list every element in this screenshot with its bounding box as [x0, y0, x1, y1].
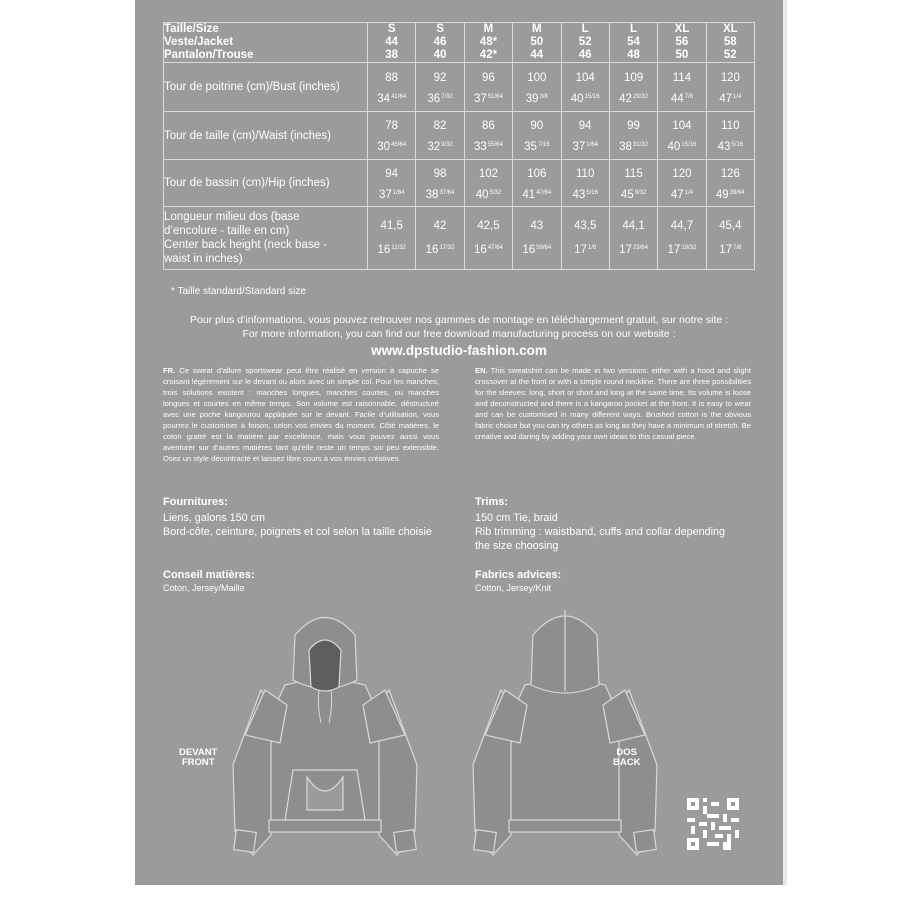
- table-row: [164, 207, 755, 270]
- table-cell: [368, 112, 416, 160]
- size-col-veste: 52: [578, 36, 592, 48]
- inch-value: [416, 92, 463, 106]
- inch-fraction: 1/8: [587, 245, 597, 251]
- inch-whole: 17: [619, 244, 632, 256]
- table-cell: [658, 63, 706, 112]
- table-cell: [513, 207, 561, 270]
- cm-value: 100: [527, 71, 547, 84]
- inch-fraction: 1/4: [684, 189, 693, 196]
- cm-value: 41,5: [380, 220, 403, 232]
- cm-value: 115: [624, 167, 643, 180]
- table-cell: [464, 160, 512, 207]
- cm-value: 120: [672, 167, 692, 180]
- table-cell: [464, 112, 512, 160]
- inch-whole: 47: [670, 188, 684, 201]
- inch-value: [416, 243, 463, 257]
- inch-fraction: 15/16: [681, 142, 697, 148]
- header-labels: [164, 23, 368, 63]
- cm-value: 44,1: [622, 220, 645, 232]
- inch-whole: 37: [572, 141, 586, 153]
- inch-whole: 43: [572, 188, 586, 201]
- front-hood-opening: [309, 640, 341, 691]
- inch-value: [368, 140, 415, 154]
- fabric-text-en: Cotton, Jersey/Knit: [475, 583, 552, 593]
- inch-fraction: 37/64: [439, 189, 455, 196]
- size-column-header: [561, 23, 609, 63]
- table-cell: [416, 63, 464, 112]
- inch-whole: 17: [719, 244, 733, 256]
- inch-value: [513, 92, 560, 106]
- table-cell: [706, 207, 754, 270]
- inch-whole: 41: [522, 188, 536, 201]
- size-column-header: [706, 23, 754, 63]
- cm-value: 82: [433, 120, 447, 132]
- description-fr: [163, 365, 439, 464]
- table-cell: [609, 63, 657, 112]
- inch-value: [513, 243, 560, 257]
- inch-fraction: 47/64: [536, 189, 552, 196]
- inch-value: [416, 140, 463, 154]
- size-column-header: [464, 23, 512, 63]
- size-label: Taille/Size: [164, 23, 219, 35]
- inch-value: [707, 188, 754, 202]
- cm-value: 110: [721, 120, 740, 132]
- size-col-pantalon: 52: [723, 49, 737, 61]
- cm-value: 94: [385, 167, 399, 180]
- size-col-size: M: [483, 23, 494, 35]
- size-col-size: L: [581, 23, 589, 35]
- size-table: [163, 22, 755, 270]
- table-cell: [706, 63, 754, 112]
- inch-fraction: 1/64: [392, 189, 405, 196]
- info-text-en: For more information, you can find our free download manufacturing process on our website :: [242, 328, 676, 340]
- pattern-sheet: [135, 0, 783, 885]
- inch-fraction: 51/64: [487, 93, 503, 100]
- inch-value: [562, 92, 609, 106]
- front-left-cuff: [234, 830, 257, 853]
- cm-value: 45,4: [719, 220, 742, 232]
- inch-value: [707, 243, 754, 257]
- cm-value: 94: [578, 120, 592, 132]
- table-cell: [609, 112, 657, 160]
- cm-value: 90: [530, 120, 544, 132]
- cm-value: 44,7: [670, 220, 694, 232]
- size-col-veste: 46: [433, 36, 447, 48]
- inch-value: [513, 188, 560, 202]
- description-en: [475, 365, 751, 442]
- cm-value: 104: [672, 120, 692, 132]
- table-cell: [561, 160, 609, 207]
- cm-value: 86: [482, 120, 495, 132]
- cm-value: 106: [527, 167, 547, 180]
- inch-value: [368, 243, 415, 257]
- size-col-pantalon: 38: [385, 49, 399, 61]
- back-left-cuff: [474, 830, 497, 853]
- inch-value: [465, 92, 512, 106]
- back-label: [613, 748, 640, 768]
- size-col-veste: 58: [723, 36, 737, 48]
- inch-fraction: 39/64: [729, 189, 745, 196]
- measurement-label: Tour de taille (cm)/Waist (inches): [164, 112, 368, 160]
- inch-fraction: 47/64: [487, 245, 503, 251]
- inch-value: [610, 92, 657, 106]
- cm-value: 92: [433, 71, 447, 84]
- size-col-veste: 44: [385, 36, 399, 48]
- size-col-size: L: [630, 23, 638, 35]
- inch-value: [658, 188, 705, 202]
- table-row: [164, 160, 755, 207]
- front-right-cuff: [394, 830, 417, 853]
- supplies-line1-fr: Liens, galons 150 cm: [163, 512, 266, 524]
- measurement-label-line: Longueur milieu dos (base: [164, 211, 300, 223]
- cm-value: 43: [530, 220, 544, 232]
- front-label: [179, 748, 217, 768]
- size-column-header: [368, 23, 416, 63]
- inch-whole: 40: [475, 188, 489, 201]
- table-cell: [561, 112, 609, 160]
- inch-value: [707, 92, 754, 106]
- trouser-label: Pantalon/Trouse: [164, 49, 254, 61]
- inch-value: [562, 243, 609, 257]
- cm-value: 78: [385, 120, 399, 132]
- inch-fraction: 7/8: [733, 245, 742, 251]
- size-column-header: [658, 23, 706, 63]
- website-link[interactable]: www.dpstudio-fashion.com: [371, 343, 547, 358]
- inch-fraction: 5/32: [489, 189, 502, 196]
- back-label-fr: DOS: [616, 747, 638, 758]
- inch-value: [368, 188, 415, 202]
- inch-fraction: 55/64: [487, 142, 503, 148]
- table-header-row: [164, 23, 755, 63]
- cm-value: 98: [433, 167, 447, 180]
- size-col-pantalon: 44: [530, 49, 544, 61]
- cm-value: 109: [623, 71, 644, 84]
- inch-fraction: 7/16: [537, 142, 550, 148]
- back-right-cuff: [634, 830, 657, 853]
- supplies-line3-en: the size choosing: [475, 540, 559, 552]
- lang-tag-en: EN.: [475, 366, 488, 375]
- size-col-pantalon: 42*: [479, 49, 498, 61]
- inch-whole: 38: [619, 141, 632, 153]
- inch-fraction: 9/32: [634, 189, 647, 196]
- inch-fraction: 3/8: [539, 93, 548, 100]
- inch-whole: 17: [574, 244, 587, 256]
- size-col-veste: 54: [627, 36, 640, 48]
- back-garment-illustration: [465, 605, 665, 870]
- table-cell: [416, 160, 464, 207]
- back-label-en: BACK: [613, 757, 641, 768]
- inch-whole: 30: [377, 141, 391, 153]
- cm-value: 102: [478, 167, 499, 180]
- size-column-header: [513, 23, 561, 63]
- inch-value: [416, 188, 463, 202]
- fabric-text-fr: Coton, Jersey/Maille: [163, 583, 245, 593]
- inch-value: [465, 140, 512, 154]
- inch-value: [562, 140, 609, 154]
- inch-fraction: 1/4: [733, 93, 742, 100]
- size-column-header: [609, 23, 657, 63]
- supplies-line2-fr: Bord-côte, ceinture, poignets et col selon la taille choisie: [163, 526, 432, 538]
- inch-fraction: 1/64: [586, 142, 598, 148]
- inch-whole: 45: [620, 188, 634, 201]
- qr-code-icon[interactable]: [687, 798, 739, 850]
- cm-value: 114: [672, 71, 692, 84]
- cm-value: 96: [482, 71, 495, 84]
- size-col-size: XL: [722, 23, 738, 35]
- cm-value: 42,5: [477, 220, 500, 232]
- supplies-line2-en: Rib trimming : waistband, cuffs and collar depending: [475, 526, 726, 538]
- inch-whole: 47: [719, 92, 733, 105]
- table-cell: [706, 112, 754, 160]
- inch-whole: 44: [670, 92, 684, 105]
- size-col-veste: 48*: [479, 36, 498, 48]
- inch-whole: 32: [427, 141, 441, 153]
- back-waistband: [509, 820, 621, 832]
- inch-whole: 16: [377, 244, 391, 256]
- inch-whole: 16: [474, 244, 487, 256]
- size-col-pantalon: 40: [433, 49, 447, 61]
- inch-value: [465, 188, 512, 202]
- inch-whole: 37: [378, 188, 392, 201]
- cm-value: 99: [627, 120, 640, 132]
- inch-whole: 43: [717, 141, 731, 153]
- inch-whole: 37: [474, 92, 487, 105]
- inch-fraction: 29/32: [632, 93, 648, 100]
- size-col-size: S: [387, 23, 396, 35]
- table-cell: [561, 63, 609, 112]
- table-cell: [658, 207, 706, 270]
- table-cell: [416, 112, 464, 160]
- footnote: * Taille standard/Standard size: [171, 286, 306, 297]
- inch-fraction: 9/32: [441, 142, 453, 148]
- measurement-label: Tour de poitrine (cm)/Bust (inches): [164, 63, 368, 112]
- table-row: [164, 63, 755, 112]
- table-row: [164, 112, 755, 160]
- inch-whole: 16: [425, 244, 439, 256]
- supplies-heading-fr: Fournitures:: [163, 496, 228, 508]
- measurement-label-line: d’encolure - taille en cm): [164, 225, 290, 237]
- inch-fraction: 59/64: [536, 245, 552, 251]
- table-cell: [513, 160, 561, 207]
- inch-value: [610, 188, 657, 202]
- table-cell: [464, 63, 512, 112]
- table-cell: [464, 207, 512, 270]
- inch-fraction: 19/32: [681, 245, 697, 251]
- table-cell: [513, 112, 561, 160]
- inch-value: [707, 140, 754, 154]
- inch-whole: 42: [619, 92, 632, 105]
- size-col-veste: 56: [675, 36, 689, 48]
- table-cell: [658, 160, 706, 207]
- cm-value: 88: [385, 71, 399, 84]
- table-cell: [368, 160, 416, 207]
- inch-fraction: 11/32: [391, 245, 406, 251]
- cm-value: 110: [576, 167, 595, 180]
- info-text-fr: Pour plus d’informations, vous pouvez retrouver nos gammes de montage en téléchargement gratuit, sur notre site :: [189, 314, 729, 326]
- size-col-size: S: [436, 23, 444, 35]
- front-label-fr: DEVANT: [179, 747, 218, 758]
- inch-fraction: 7/8: [684, 93, 693, 100]
- inch-whole: 38: [425, 188, 439, 201]
- table-cell: [416, 207, 464, 270]
- inch-value: [658, 243, 705, 257]
- cm-value: 126: [720, 167, 740, 180]
- size-col-veste: 50: [530, 36, 544, 48]
- fabric-heading-fr: Conseil matières:: [163, 569, 255, 581]
- inch-value: [368, 92, 415, 106]
- inch-whole: 35: [524, 141, 537, 153]
- lang-tag-fr: FR.: [163, 366, 176, 375]
- supplies-line1-en: 150 cm Tie, braid: [475, 512, 558, 524]
- jacket-label: Veste/Jacket: [164, 36, 234, 48]
- inch-value: [513, 140, 560, 154]
- cm-value: 104: [575, 71, 595, 84]
- table-cell: [609, 160, 657, 207]
- description-en-text: This sweatshirt can be made in two versions: either with a hood and slight crossover at the front or with a simple round neckline. There are three possibilities for the sleeves: long, short or short and long at the same time. Its volume is loose and deconstructed and there is a kangaroo pocket at the front. It is easy to wear and can be customised in many different ways. Brushed cotton is the obvious fabric choice but you can try others as long as they have a minimum of stretch. Be creative and daring by adding your own ideas to this casual piece.: [475, 366, 751, 441]
- table-cell: [609, 207, 657, 270]
- size-col-pantalon: 48: [627, 49, 640, 61]
- inch-whole: 34: [377, 92, 391, 105]
- table-cell: [561, 207, 609, 270]
- inch-fraction: 23/64: [632, 245, 648, 251]
- inch-fraction: 17/32: [439, 245, 455, 251]
- inch-fraction: 5/16: [586, 189, 598, 196]
- back-body: [511, 680, 619, 830]
- inch-value: [465, 243, 512, 257]
- inch-fraction: 41/64: [391, 93, 407, 100]
- inch-value: [658, 92, 705, 106]
- inch-fraction: 7/32: [441, 93, 453, 100]
- inch-whole: 40: [667, 141, 681, 153]
- inch-whole: 39: [525, 92, 539, 105]
- size-col-size: XL: [674, 23, 690, 35]
- table-cell: [658, 112, 706, 160]
- front-waistband: [269, 820, 381, 832]
- cm-value: 120: [720, 71, 740, 84]
- table-cell: [706, 160, 754, 207]
- front-label-en: FRONT: [181, 757, 215, 768]
- inch-value: [658, 140, 705, 154]
- table-cell: [513, 63, 561, 112]
- fabric-heading-en: Fabrics advices:: [475, 569, 562, 581]
- inch-whole: 16: [522, 244, 536, 256]
- inch-value: [610, 140, 657, 154]
- inch-whole: 40: [570, 92, 584, 105]
- inch-whole: 49: [715, 188, 729, 201]
- supplies-heading-en: Trims:: [475, 496, 509, 508]
- measurement-label: [164, 207, 368, 270]
- size-column-header: [416, 23, 464, 63]
- size-col-pantalon: 46: [578, 49, 592, 61]
- inch-fraction: 15/16: [584, 93, 600, 100]
- inch-fraction: 31/32: [632, 142, 648, 148]
- size-col-pantalon: 50: [675, 49, 689, 61]
- cm-value: 42: [433, 220, 447, 232]
- table-cell: [368, 63, 416, 112]
- inch-value: [562, 188, 609, 202]
- front-garment-illustration: [225, 605, 425, 870]
- inch-value: [610, 243, 657, 257]
- measurement-label: Tour de bassin (cm)/Hip (inches): [164, 160, 368, 207]
- description-fr-text: Ce sweat d’allure sportswear peut être réalisé en version à capuche se croisant légèrement sur le devant ou alors avec un simple col. Pour les manches, trois solutions existent : manches longues, manches courtes, ou manches longues et courtes en même temps. Son volume est raisonnable, déstructuré avec une poche kangourou appliquée sur le devant. Facile d’utilisation, vous pourrez le customiser à foison, selon vos envies du moment. Côté matières, le coton gratté est la matière par excellence, mais vous pouvez aussi vous aventurer sur d’autres matières tant qu’elle reste un temps soi peu extensible. Osez un style décontracté et laissez libre cours à vos envies créatives.: [163, 366, 439, 463]
- inch-whole: 36: [427, 92, 441, 105]
- measurement-label-line: waist in inches): [164, 253, 243, 265]
- measurement-label-line: Center back height (neck base -: [164, 239, 328, 251]
- inch-fraction: 45/64: [391, 142, 407, 148]
- cm-value: 43,5: [573, 220, 597, 232]
- size-col-size: M: [532, 23, 542, 35]
- inch-whole: 17: [667, 244, 681, 256]
- inch-fraction: 5/16: [731, 142, 744, 148]
- inch-whole: 33: [474, 141, 487, 153]
- table-cell: [368, 207, 416, 270]
